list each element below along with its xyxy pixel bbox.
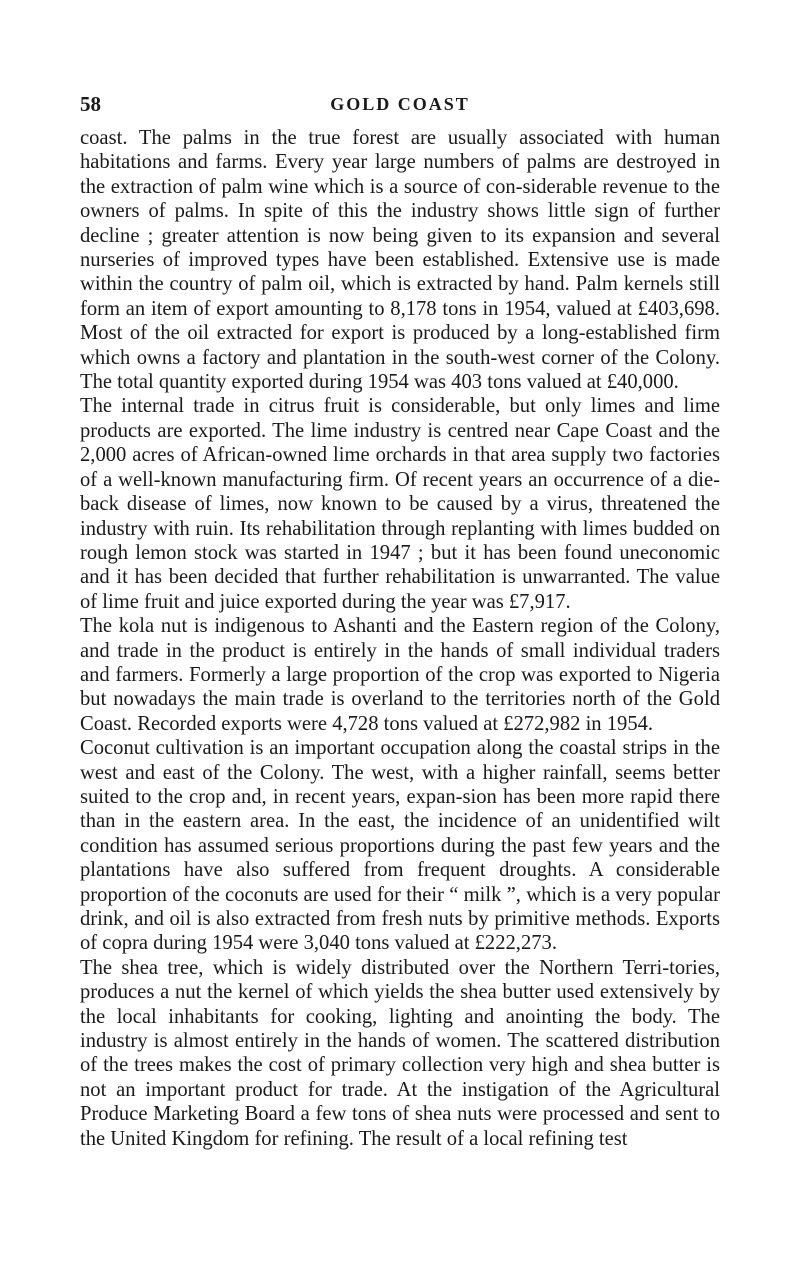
- paragraph-citrus-limes: The internal trade in citrus fruit is considerable, but only limes and lime products are exported. The lime industry is centred near Cape Coast and the 2,000 acres of African-owned lime orchards in that area supply two factories of a well-known manufacturing firm. Of recent years an occurrence of a die-back disease of limes, now known to be caused by a virus, threatened the industry with ruin. Its rehabilitation through replanting with limes budded on rough lemon stock was started in 1947 ; but it has been found uneconomic and it has been decided that further rehabilitation is unwarranted. The value of lime fruit and juice exported during the year was £7,917.: [80, 395, 720, 613]
- paragraph-shea-tree: The shea tree, which is widely distributed over the Northern Terri-tories, produces a nut the kernel of which yields the shea butter used extensively by the local inhabitants for cooking, lighting and anointing the body. The industry is almost entirely in the hands of women. The scattered distribution of the trees makes the cost of primary collection very high and shea butter is not an important product for trade. At the instigation of the Agricultural Produce Marketing Board a few tons of shea nuts were processed and sent to the United Kingdom for refining. The result of a local refining test: [80, 956, 720, 1150]
- paragraph-kola-nut: The kola nut is indigenous to Ashanti and the Eastern region of the Colony, and trade in the product is entirely in the hands of small individual traders and farmers. Formerly a large proportion of the crop was exported to Nigeria but nowadays the main trade is overland to the territories north of the Gold Coast. Recorded exports were 4,728 tons valued at £272,982 in 1954.: [80, 615, 720, 735]
- body-text: [80, 126, 720, 1151]
- running-header: [80, 92, 720, 116]
- paragraph-coconut: Coconut cultivation is an important occupation along the coastal strips in the west and east of the Colony. The west, with a higher rainfall, seems better suited to the crop and, in recent years, expan-sion has been more rapid there than in the eastern area. In the east, the incidence of an unidentified wilt condition has assumed serious proportions during the past few years and the plantations have also suffered from frequent droughts. A considerable proportion of the coconuts are used for their “ milk ”, which is a very popular drink, and oil is also extracted from fresh nuts by primitive methods. Exports of copra during 1954 were 3,040 tons valued at £222,273.: [80, 737, 720, 955]
- running-title: GOLD COAST: [330, 94, 470, 114]
- page-number: 58: [80, 92, 101, 116]
- paragraph-palm-products: coast. The palms in the true forest are usually associated with human habitations and farms. Every year large numbers of palms are destroyed in the extraction of palm wine which is a source of con-siderable revenue to the owners of palms. In spite of this the industry shows little sign of further decline ; greater attention is now being given to its expansion and several nurseries of improved types have been established. Extensive use is made within the country of palm oil, which is extracted by hand. Palm kernels still form an item of export amounting to 8,178 tons in 1954, valued at £403,698. Most of the oil extracted for export is produced by a long-established firm which owns a factory and plantation in the south-west corner of the Colony. The total quantity exported during 1954 was 403 tons valued at £40,000.: [80, 127, 720, 394]
